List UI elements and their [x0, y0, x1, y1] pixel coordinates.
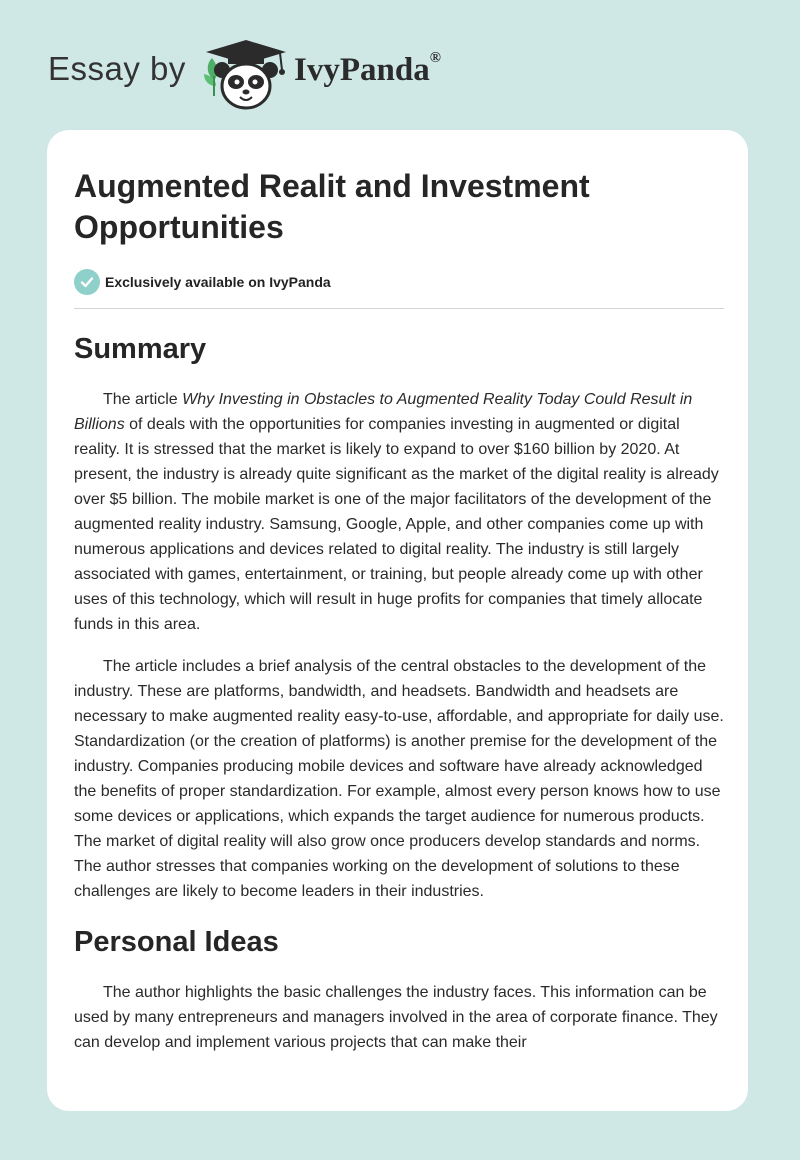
essay-by-label: Essay by — [48, 50, 186, 87]
summary-paragraph-1 — [74, 387, 724, 637]
panda-graduate-logo[interactable] — [200, 36, 292, 112]
exclusive-badge-text: Exclusively available on IvyPanda — [105, 274, 331, 290]
site-header — [0, 0, 800, 130]
check-icon — [74, 269, 100, 295]
summary-paragraph-2: The article includes a brief analysis of the central obstacles to the development of the industry. These are platforms, bandwidth, and headsets. Bandwidth and headsets are necessary to make augmented reality easy-to-use, affordable, and appropriate for daily use. Standardization (or the creation of platforms) is another premise for the development of the industry. Companies producing mobile devices and software have already acknowledged the benefits of proper standardization. For example, almost every person knows how to use some devices or applications, which expands the target audience for numerous products. The market of digital reality will also grow once producers develop standards and norms. The author stresses that companies working on the development of solutions to these challenges are likely to become leaders in their industries. — [74, 658, 724, 900]
divider — [74, 308, 724, 309]
essay-content — [74, 130, 724, 1055]
summary-paragraph-1-lead: The article — [103, 391, 183, 408]
personal-ideas-paragraph-1: The author highlights the basic challenges the industry faces. This information can be used by many entrepreneurs and managers involved in the area of corporate finance. They can develop and implement various projects that can make their — [74, 984, 718, 1051]
section-heading-personal-ideas: Personal Ideas — [74, 926, 279, 958]
section-heading-summary: Summary — [74, 333, 207, 365]
summary-paragraph-1-rest: of deals with the opportunities for companies investing in augmented or digital reality. It is stressed that the market is likely to expand to over $160 billion by 2020. At present, the industry is already quite significant as the market of the digital reality is already over $5 billion. The mobile market is one of the major facilitators of the development of the augmented reality industry. Samsung, Google, Apple, and other companies come up with numerous applications and devices related to digital reality. The industry is still largely associated with games, entertainment, or training, but people already come up with other uses of this technology, which will result in huge profits for companies that timely allocate funds in this area. — [74, 416, 719, 633]
essay-card — [47, 130, 748, 1111]
brand-name[interactable] — [294, 52, 441, 89]
brand-text: IvyPanda — [294, 52, 430, 88]
essay-title: Augmented Realit and Investment Opportunities — [74, 168, 590, 245]
article-title-italic: Why Investing in Obstacles to Augmented Reality Today Could Result in Billions — [74, 391, 693, 433]
registered-mark: ® — [429, 50, 441, 66]
exclusive-badge — [74, 268, 724, 296]
